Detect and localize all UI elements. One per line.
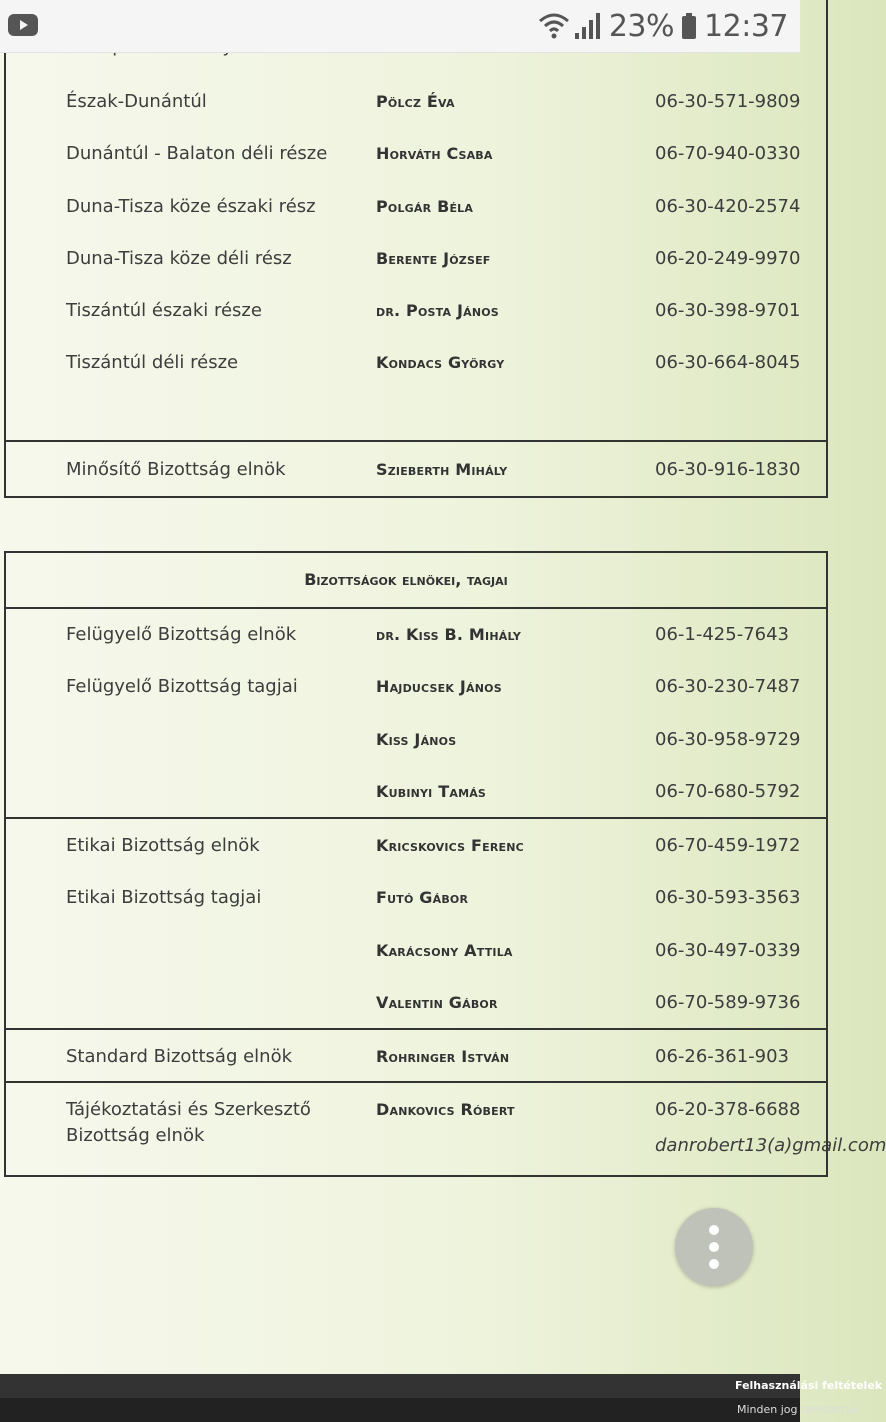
- name-cell: Hajducsek János: [376, 677, 502, 696]
- name-cell: Pölcz Éva: [376, 92, 455, 111]
- row-divider: [6, 1028, 826, 1030]
- name-cell: dr. Posta János: [376, 301, 499, 320]
- region-cell: Tiszántúl északi része: [66, 300, 262, 321]
- page-footer: [0, 1374, 883, 1422]
- phone-cell: 06-70-459-1972: [655, 835, 801, 856]
- name-cell: Futó Gábor: [376, 888, 469, 907]
- phone-cell: 06-30-571-9809: [655, 91, 801, 112]
- name-cell: Polgár Béla: [376, 197, 474, 216]
- row-divider: [6, 1081, 826, 1083]
- role-cell: Minősítő Bizottság elnök: [66, 459, 286, 480]
- phone-cell: 06-30-958-9729: [655, 729, 801, 750]
- name-cell: Szieberth Mihály: [376, 460, 508, 479]
- region-cell: Duna-Tisza köze déli rész: [66, 248, 292, 269]
- region-cell: Észak-Dunántúl: [66, 91, 207, 112]
- phone-cell: 06-30-230-7487: [655, 676, 801, 697]
- role-cell: Felügyelő Bizottság elnök: [66, 624, 297, 645]
- name-cell: Kiss János: [376, 730, 457, 749]
- name-cell: Kubinyi Tamás: [376, 782, 487, 801]
- clock: 12:37: [704, 8, 788, 44]
- phone-cell: 06-30-916-1830: [655, 459, 801, 480]
- name-cell: Rohringer István: [376, 1047, 510, 1066]
- role-cell: Tájékoztatási és Szerkesztő Bizottság elnök: [66, 1099, 311, 1146]
- region-cell: Tiszántúl déli része: [66, 352, 239, 373]
- table-header: [6, 553, 826, 609]
- phone-cell: 06-70-680-5792: [655, 781, 801, 802]
- name-cell: dr. Kiss B. Mihály: [376, 625, 522, 644]
- phone-cell: 06-20-249-9970: [655, 248, 801, 269]
- role-cell: Felügyelő Bizottság tagjai: [66, 676, 298, 697]
- signal-icon: [573, 11, 601, 41]
- name-cell: Horváth Csaba: [376, 144, 493, 163]
- committees-table: [4, 551, 886, 1177]
- battery-percent: 23%: [608, 8, 675, 44]
- role-cell: Etikai Bizottság tagjai: [66, 887, 262, 908]
- regions-table: [4, 0, 828, 498]
- wifi-icon: [537, 11, 571, 41]
- phone-cell: 06-70-589-9736: [655, 992, 801, 1013]
- row-divider: [6, 440, 826, 442]
- name-cell: Valentin Gábor: [376, 993, 498, 1012]
- phone-cell: 06-26-361-903: [655, 1046, 790, 1067]
- phone-cell: 06-30-593-3563: [655, 887, 801, 908]
- phone-cell: 06-20-378-6688: [655, 1099, 801, 1120]
- status-bar: [0, 0, 800, 53]
- role-cell: Etikai Bizottság elnök: [66, 835, 260, 856]
- battery-icon: [682, 13, 696, 39]
- status-bar-right: [537, 6, 788, 46]
- phone-cell: 06-30-420-2574: [655, 196, 801, 217]
- name-cell: Kondacs György: [376, 353, 505, 372]
- name-cell: Kricskovics Ferenc: [376, 836, 524, 855]
- name-cell: Berente József: [376, 249, 491, 268]
- table-header-title: Bizottságok elnökei, tagjai: [304, 570, 508, 589]
- region-cell: Duna-Tisza köze északi rész: [66, 196, 316, 217]
- footer-copyright: Minden jog fenntartva: [737, 1403, 859, 1416]
- phone-cell: 06-70-940-0330: [655, 143, 801, 164]
- footer-terms-link[interactable]: Felhasználási feltételek: [735, 1379, 883, 1392]
- more-options-button[interactable]: [675, 1208, 753, 1286]
- email-link[interactable]: danrobert13(a)gmail.com: [655, 1135, 886, 1156]
- name-cell: Dankovics Róbert: [376, 1100, 515, 1119]
- row-divider: [6, 817, 826, 819]
- role-cell: Standard Bizottság elnök: [66, 1046, 293, 1067]
- region-cell: Dunántúl - Balaton déli része: [66, 143, 328, 164]
- phone-cell: 06-30-497-0339: [655, 940, 801, 961]
- phone-cell: 06-30-398-9701: [655, 300, 801, 321]
- phone-cell: 06-30-664-8045: [655, 352, 801, 373]
- name-cell: Karácsony Attila: [376, 941, 513, 960]
- phone-cell: 06-1-425-7643: [655, 624, 790, 645]
- youtube-icon: [8, 14, 38, 36]
